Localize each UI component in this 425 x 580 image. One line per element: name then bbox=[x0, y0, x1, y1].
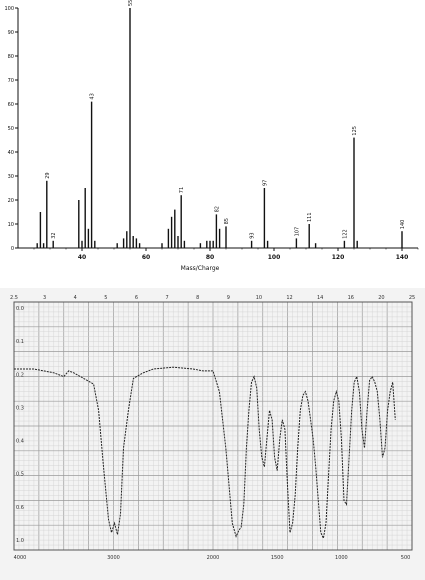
ir-x-tick-label: 2000 bbox=[206, 555, 220, 561]
ms-y-tick-label: 20 bbox=[7, 198, 14, 204]
ir-y-tick-label: 0.6 bbox=[16, 504, 24, 511]
ir-y-tick-label: 0.4 bbox=[16, 438, 24, 445]
ir-top-tick-label: 8 bbox=[196, 295, 200, 301]
ms-peak-label: 71 bbox=[179, 186, 186, 194]
ms-y-tick-label: 30 bbox=[7, 174, 14, 180]
ms-x-axis bbox=[18, 248, 418, 261]
ir-top-tick-label: 3 bbox=[43, 295, 47, 301]
ms-peak-label: 107 bbox=[294, 226, 301, 237]
ms-y-tick-label: 70 bbox=[7, 78, 14, 84]
ir-x-tick-label: 1000 bbox=[335, 555, 348, 561]
ir-top-tick-label: 25 bbox=[408, 295, 416, 301]
ms-y-axis bbox=[4, 6, 18, 252]
ms-peak-label: 32 bbox=[51, 232, 58, 239]
mass-spectrum-chart bbox=[0, 0, 425, 288]
ir-x-tick-label: 4000 bbox=[13, 555, 27, 561]
ir-x-tick-label: 500 bbox=[400, 555, 411, 561]
ms-peak-label: 125 bbox=[352, 126, 358, 136]
ms-x-tick-label: 140 bbox=[395, 254, 409, 261]
ir-x-tick-label: 1500 bbox=[270, 555, 284, 561]
ir-top-tick-label: 9 bbox=[226, 295, 230, 301]
ms-y-tick-label: 10 bbox=[7, 222, 14, 228]
ir-y-tick-label: 0.3 bbox=[16, 405, 24, 412]
ms-y-tick-label: 50 bbox=[7, 126, 14, 132]
ir-top-tick-label: 20 bbox=[378, 295, 385, 301]
ms-peak-label: 85 bbox=[224, 218, 230, 225]
ir-top-tick-label: 6 bbox=[134, 295, 139, 301]
ms-x-tick-label: 40 bbox=[77, 254, 87, 261]
ms-peak-label: 43 bbox=[89, 93, 96, 100]
ms-y-tick-label: 100 bbox=[4, 6, 14, 12]
ir-y-tick-label: 0.5 bbox=[16, 471, 24, 478]
ir-x-tick-label: 3000 bbox=[107, 555, 120, 561]
ms-peak-label: 93 bbox=[249, 232, 256, 239]
ms-x-tick-label: 60 bbox=[141, 254, 151, 261]
ms-peak-label: 140 bbox=[400, 219, 406, 230]
ms-x-tick-label: 120 bbox=[331, 254, 345, 261]
ms-peak-label: 122 bbox=[342, 229, 349, 239]
ms-y-tick-label: 0 bbox=[10, 246, 14, 252]
ms-peak-label: 111 bbox=[307, 212, 314, 222]
ms-peaks bbox=[37, 0, 406, 248]
ir-top-tick-label: 16 bbox=[347, 295, 354, 301]
ms-x-tick-label: 80 bbox=[205, 254, 215, 261]
ir-y-tick-label: 0.2 bbox=[16, 372, 24, 379]
ir-grid bbox=[14, 302, 412, 550]
ir-top-tick-label: 14 bbox=[316, 295, 324, 301]
ir-top-tick-label: 5 bbox=[104, 295, 108, 301]
ms-y-tick-label: 80 bbox=[7, 54, 14, 60]
ir-top-tick-label: 2.5 bbox=[10, 295, 18, 301]
ms-peak-label: 82 bbox=[214, 206, 221, 213]
ms-x-axis-label: Mass/Charge bbox=[180, 265, 220, 272]
ir-top-tick-label: 4 bbox=[73, 295, 77, 301]
ir-spectrum-chart bbox=[0, 288, 425, 580]
ir-top-tick-label: 12 bbox=[286, 295, 293, 301]
ms-x-tick-label: 100 bbox=[267, 254, 281, 261]
ir-top-tick-label: 7 bbox=[165, 295, 169, 301]
ms-peak-label: 97 bbox=[262, 179, 269, 186]
ms-peak-label: 29 bbox=[44, 172, 51, 179]
ms-y-tick-label: 60 bbox=[7, 102, 14, 108]
ir-y-tick-label: 1.0 bbox=[16, 538, 24, 544]
ms-y-tick-label: 90 bbox=[7, 30, 14, 36]
ir-y-tick-label: 0.0 bbox=[16, 306, 24, 312]
ms-y-tick-label: 40 bbox=[7, 150, 14, 156]
ir-y-tick-label: 0.1 bbox=[16, 339, 24, 346]
ms-peak-label: 55 bbox=[128, 0, 134, 6]
ir-top-tick-label: 10 bbox=[255, 295, 263, 301]
